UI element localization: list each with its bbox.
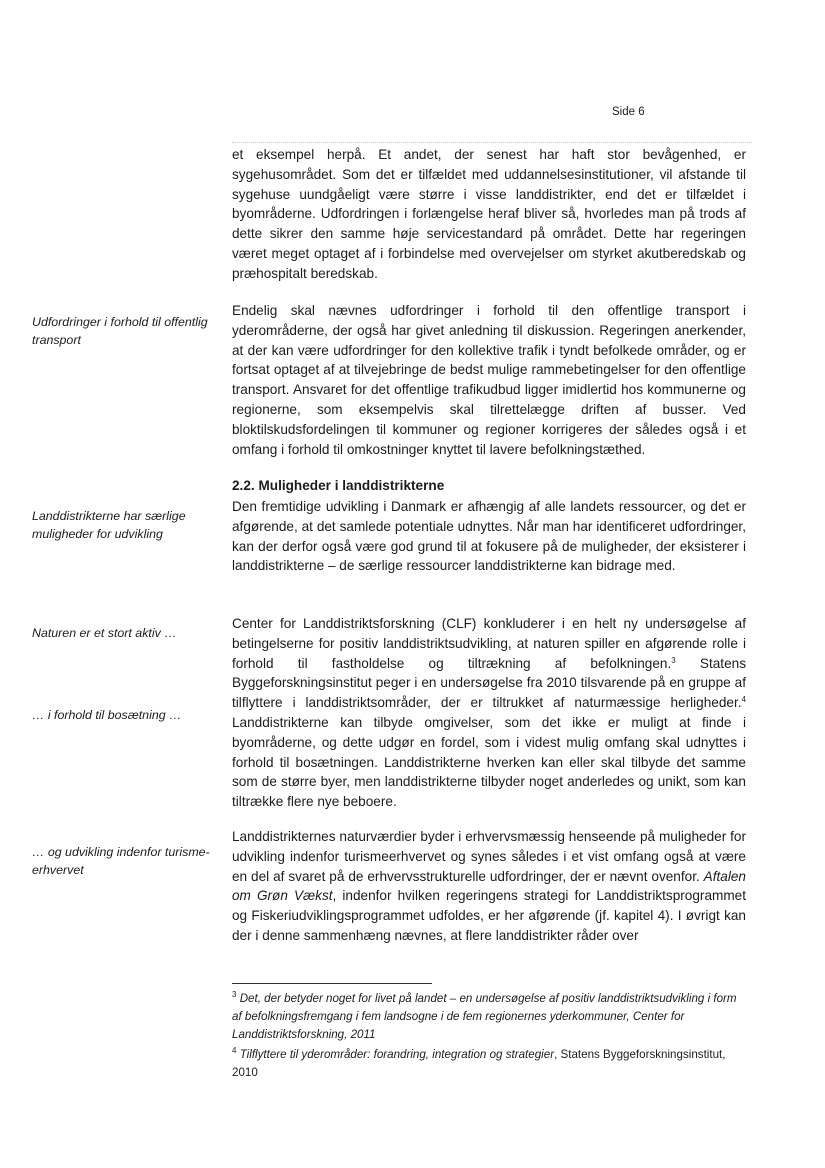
footnote-4-title: Tilflyttere til yderområder: forandring, integration og strategier: [239, 1048, 555, 1061]
footnote-4-number: 4: [232, 1046, 237, 1055]
margin-note-transport: Udfordringer i forhold til offentlig transport: [32, 315, 208, 347]
footnote-3-number: 3: [232, 990, 237, 999]
footnote-4: [232, 1046, 746, 1082]
margin-note-opportunities: Landdistrikterne har særlige muligheder for udvikling: [32, 509, 186, 541]
footnote-ref-3[interactable]: 3: [671, 655, 676, 665]
paragraph-hospital-area: et eksempel herpå. Et andet, der senest har haft stor bevågenhed, er sygehusområdet. Som det er tilfældet med uddannelsesinstitutioner, vil afstande til sygehuse uundgåeligt være større i visse landdistrikter, end det er tilfældet i byområderne. Udfordringen i forlængelse heraf bliver så, hvorledes man på trods af dette sikrer den samme høje servicestandard på området. Dette har regeringen været meget optaget af i forbindelse med overvejelser om styrket akutberedskab og præhospitalt beredskab.: [232, 147, 746, 281]
paragraph-nature-text-1: Center for Landdistriktsforskning (CLF) konkluderer i en helt ny undersøgelse af betingelserne for positiv landdistriktsudvikling, at naturen spiller en afgørende rolle i forhold til fastholdelse og tiltrækning af befolkningen.: [232, 616, 746, 671]
footnote-divider: [232, 983, 432, 984]
margin-note-tourism: … og udvikling indenfor turisme-erhvervet: [32, 845, 210, 877]
paragraph-nature-text-3: Landdistrikterne kan tilbyde omgivelser, som det ikke er muligt at finde i byområderne, og dette udgør en fordel, som i videst mulig omfang skal udnyttes i forhold til bosætningen. Landdistrikterne hverken kan eller skal tilbyde det samme som de større byer, men landdistrikterne tilbyder noget anderledes og unikt, som kan tiltrække flere nye beboere.: [232, 714, 746, 810]
section-heading: 2.2. Muligheder i landdistrikterne: [232, 478, 445, 493]
paragraph-nature-text-2: Statens Byggeforskningsinstitut peger i en undersøgelse fra 2010 tilsvarende på en gruppe af tilflyttere i landdistriktsområder, der er tiltrukket af naturmæssige herligheder.: [232, 655, 746, 711]
footnote-3: [232, 990, 746, 1043]
paragraph-tourism-text-2: , indenfor hvilken regeringens strategi for Landdistriktsprogrammet og Fiskeriudviklingsprogrammet udfoldes, er her afgørende (jf. kapitel 4). I øvrigt kan der i denne sammenhæng nævnes, at flere landdistrikter råder over: [232, 888, 747, 943]
margin-note-nature: Naturen er et stort aktiv …: [32, 626, 177, 640]
footnote-4-source: , Statens Byggeforskningsinstitut, 2010: [232, 1048, 726, 1079]
green-growth-agreement: Aftalen om Grøn Vækst: [232, 868, 746, 904]
footnote-3-text: Det, der betyder noget for livet på landet – en undersøgelse af positiv landdistriktsudvikling i form af befolkningsfremgang i fem landsogne i de fem regionernes yderkommuner, Center for Landdistriktsforskning, 2011: [232, 992, 737, 1041]
page-number: Side 6: [612, 106, 645, 118]
footnote-ref-4[interactable]: 4: [741, 695, 746, 705]
paragraph-resources: Den fremtidige udvikling i Danmark er afhængig af alle landets ressourcer, og det er afgørende, at det samlede potentiale udnyttes. Når man har identificeret udfordringer, kan der derfor også være god grund til at fokusere på de muligheder, der eksisterer i landdistrikterne – de særlige ressourcer landdistrikterne kan bidrage med.: [232, 499, 746, 574]
paragraph-public-transport: Endelig skal nævnes udfordringer i forhold til den offentlige transport i yderområderne, der også har givet anledning til diskussion. Regeringen anerkender, at der kan være udfordringer for den kollektive trafik i tyndt befolkede områder, og er fortsat optaget af at tilvejebringe de bedst mulige rammebetingelser for den offentlige transport. Ansvaret for det offentlige trafikudbud ligger imidlertid hos kommunerne og regionerne, som eksempelvis skal tilrettelægge driften af busser. Ved bloktilskudsfordelingen til kommuner og regioner korrigeres der således også i et omfang i forhold til omkostninger knyttet til lavere befolkningstæthed.: [232, 303, 746, 457]
paragraph-tourism: [232, 827, 746, 946]
paragraph-tourism-text-1: Landdistrikternes naturværdier byder i erhvervsmæssig henseende på muligheder for udvikling indenfor turismeerhvervet og synes således i et vist omfang også at være en del af svaret på de erhvervsstrukturelle udfordringer, der er nævnt ovenfor.: [232, 829, 746, 884]
paragraph-nature-asset: [232, 614, 746, 812]
header-divider: [232, 142, 752, 143]
margin-note-settlement: … i forhold til bosætning …: [32, 708, 182, 722]
